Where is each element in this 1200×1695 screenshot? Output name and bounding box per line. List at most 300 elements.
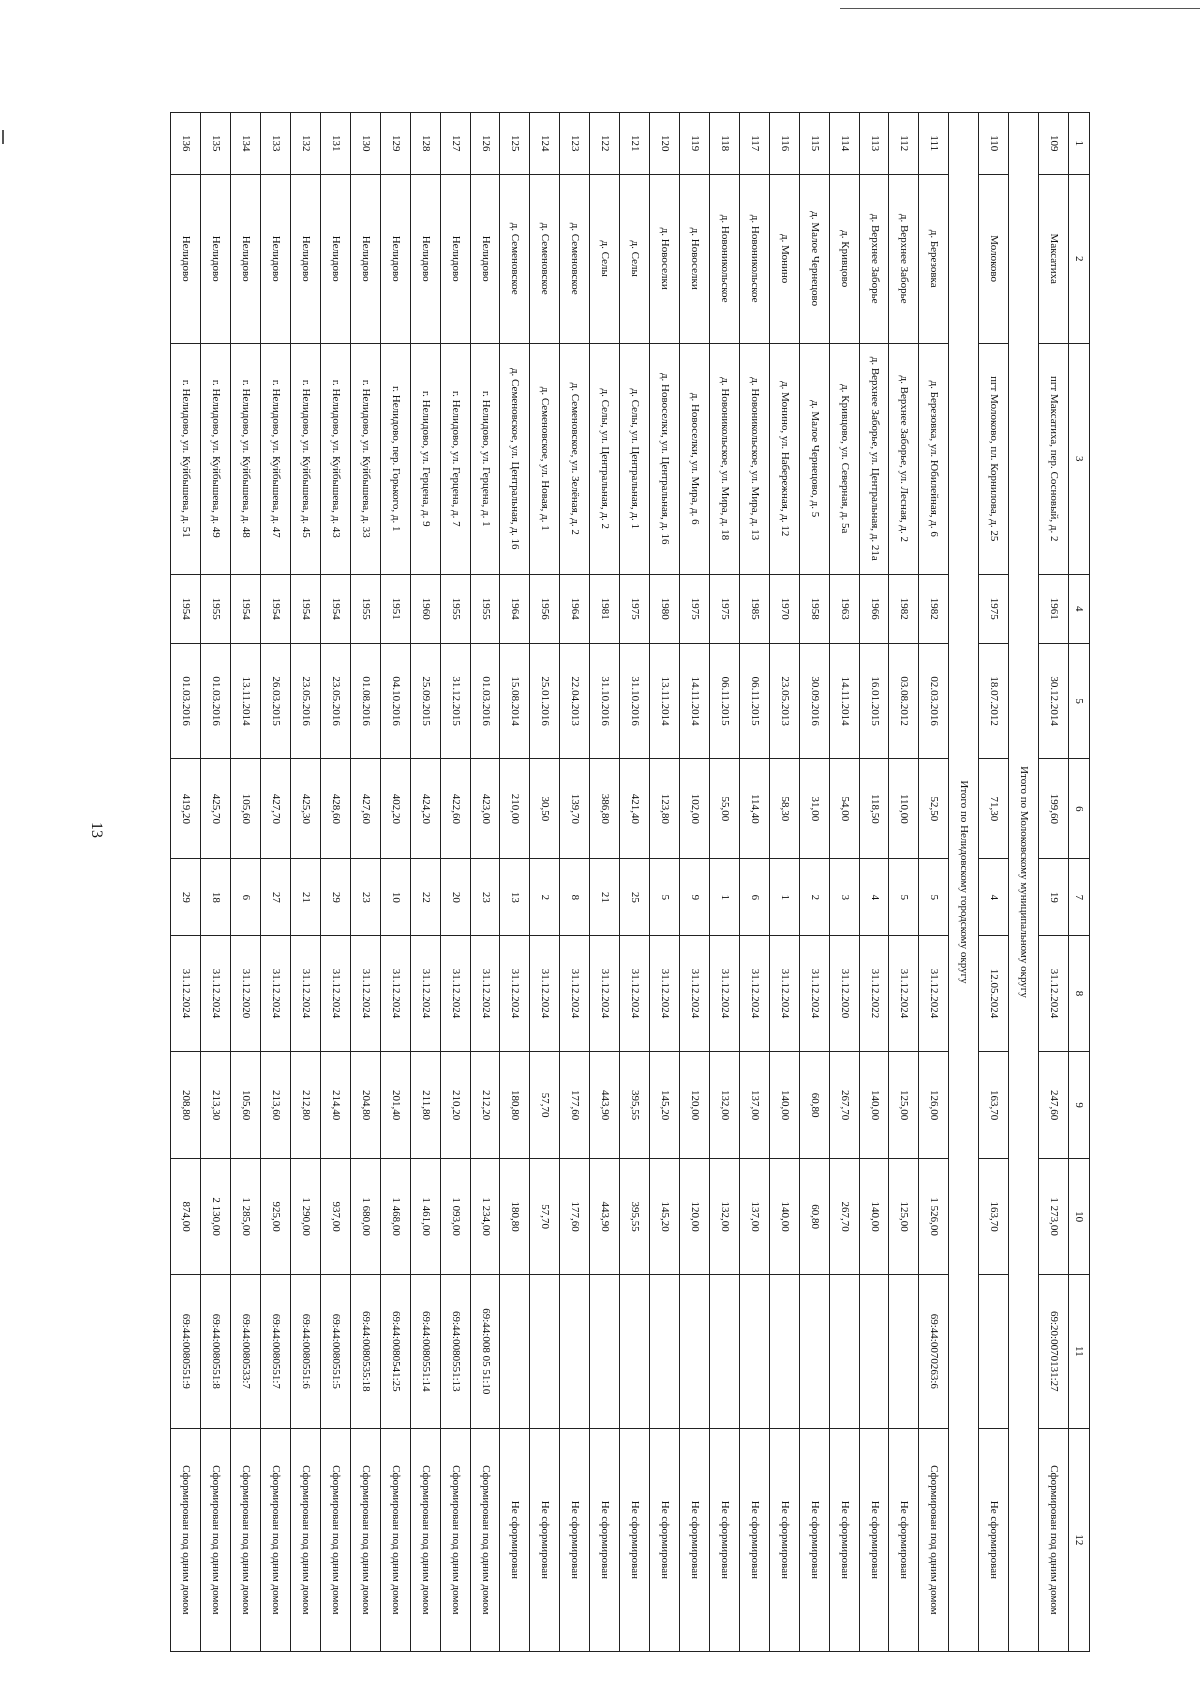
table-cell: 52,50	[919, 759, 949, 859]
table-cell: 57,70	[530, 1159, 560, 1274]
table-cell: 31.12.2024	[261, 936, 291, 1051]
table-cell: Сформирован под одним домом	[1039, 1428, 1069, 1651]
table-cell: 30.09.2016	[799, 643, 829, 758]
table-cell: 31.12.2024	[380, 936, 410, 1051]
table-cell: Нелидово	[320, 174, 350, 343]
table-cell: 423,00	[470, 759, 500, 859]
table-cell: Не сформирован	[620, 1428, 650, 1651]
table-cell	[979, 1274, 1009, 1428]
table-cell: 31.12.2024	[889, 936, 919, 1051]
table-cell: 13.11.2014	[231, 643, 261, 758]
scan-edge-top	[840, 8, 1200, 9]
table-cell: Не сформирован	[739, 1428, 769, 1651]
table-cell: д. Семеновское	[500, 174, 530, 343]
table-cell: 1955	[440, 574, 470, 643]
table-cell: 163,70	[979, 1051, 1009, 1159]
table-cell: 15.08.2014	[500, 643, 530, 758]
table-cell: 427,70	[261, 759, 291, 859]
table-cell: 114	[829, 113, 859, 175]
table-cell: д. Новоселки, ул. Центральная, д. 16	[650, 343, 680, 574]
rotated-table-wrapper	[170, 112, 1090, 1652]
table-cell: 1 468,00	[380, 1159, 410, 1274]
table-cell: Сформирован под одним домом	[350, 1428, 380, 1651]
table-cell: 212,20	[470, 1051, 500, 1159]
table-cell: 211,80	[410, 1051, 440, 1159]
table-cell: 06.11.2015	[739, 643, 769, 758]
table-cell: 6	[231, 859, 261, 936]
table-cell: г. Нелидово, ул. Куйбышева, д. 47	[261, 343, 291, 574]
table-row	[560, 113, 590, 1652]
table-cell: 06.11.2015	[709, 643, 739, 758]
table-cell: 131	[320, 113, 350, 175]
table-cell: Не сформирован	[769, 1428, 799, 1651]
table-cell: 132,00	[709, 1159, 739, 1274]
table-row	[1039, 113, 1069, 1652]
table-cell: Сформирован под одним домом	[470, 1428, 500, 1651]
table-row	[380, 113, 410, 1652]
table-cell: 31.12.2024	[590, 936, 620, 1051]
table-cell: Сформирован под одним домом	[440, 1428, 470, 1651]
table-cell	[859, 1274, 889, 1428]
table-cell: 208,80	[171, 1051, 201, 1159]
table-cell: 1954	[320, 574, 350, 643]
table-cell: 127	[440, 113, 470, 175]
table-cell: Не сформирован	[530, 1428, 560, 1651]
table-cell: г. Нелидово, ул. Куйбышева, д. 43	[320, 343, 350, 574]
table-cell: 1954	[291, 574, 321, 643]
table-cell: 69:44:0080541:25	[380, 1274, 410, 1428]
table-cell: 111	[919, 113, 949, 175]
table-cell: д. Селы	[620, 174, 650, 343]
table-cell: 115	[799, 113, 829, 175]
column-header: 3	[1069, 343, 1090, 574]
table-cell: д. Селы	[590, 174, 620, 343]
table-cell: 199,60	[1039, 759, 1069, 859]
table-cell: 31.12.2024	[350, 936, 380, 1051]
table-cell: 133	[261, 113, 291, 175]
table-row	[291, 113, 321, 1652]
table-cell: 395,55	[620, 1051, 650, 1159]
table-cell: 30,50	[530, 759, 560, 859]
table-cell: Сформирован под одним домом	[919, 1428, 949, 1651]
table-cell: д. Березовка	[919, 174, 949, 343]
table-cell: 112	[889, 113, 919, 175]
table-cell: д. Кривцово	[829, 174, 859, 343]
summary-row	[1009, 113, 1039, 1652]
page-number: 13	[88, 822, 105, 838]
table-cell: д. Семеновское, ул. Зелёная, д. 2	[560, 343, 590, 574]
table-cell: 18.07.2012	[979, 643, 1009, 758]
table-cell	[560, 1274, 590, 1428]
table-cell: 21	[291, 859, 321, 936]
table-cell: д. Верхнее Заборье	[889, 174, 919, 343]
table-row	[739, 113, 769, 1652]
table-row	[769, 113, 799, 1652]
summary-row	[949, 113, 979, 1652]
table-cell: 1982	[919, 574, 949, 643]
table-row	[500, 113, 530, 1652]
table-cell: 140,00	[769, 1159, 799, 1274]
table-cell: 210,00	[500, 759, 530, 859]
table-cell: 69:44:0080551:5	[320, 1274, 350, 1428]
table-cell: 1951	[380, 574, 410, 643]
table-cell: 01.03.2016	[201, 643, 231, 758]
table-cell: 22	[410, 859, 440, 936]
table-cell: 443,90	[590, 1051, 620, 1159]
table-cell: 1958	[799, 574, 829, 643]
table-cell: Не сформирован	[680, 1428, 710, 1651]
table-cell: 1964	[500, 574, 530, 643]
table-cell: г. Нелидово, ул. Куйбышева, д. 49	[201, 343, 231, 574]
table-cell: 425,70	[201, 759, 231, 859]
table-cell: д. Новоселки, ул. Мира, д. 6	[680, 343, 710, 574]
table-cell	[889, 1274, 919, 1428]
table-cell: 31.12.2024	[320, 936, 350, 1051]
table-cell: 140,00	[859, 1051, 889, 1159]
table-cell: 31.10.2016	[590, 643, 620, 758]
table-cell: 31.12.2024	[1039, 936, 1069, 1051]
table-cell	[739, 1274, 769, 1428]
table-cell: 118,50	[859, 759, 889, 859]
table-cell: 69:44:0080533:7	[231, 1274, 261, 1428]
table-cell: д. Семеновское, ул. Центральная, д. 16	[500, 343, 530, 574]
table-cell: г. Нелидово, ул. Герцена, д. 7	[440, 343, 470, 574]
table-row	[171, 113, 201, 1652]
table-cell: Сформирован под одним домом	[231, 1428, 261, 1651]
table-cell: Сформирован под одним домом	[320, 1428, 350, 1651]
table-cell: 14.11.2014	[829, 643, 859, 758]
table-cell: д. Монино, ул. Набережная, д. 12	[769, 343, 799, 574]
table-cell: 267,70	[829, 1051, 859, 1159]
table-row	[350, 113, 380, 1652]
table-cell: 128	[410, 113, 440, 175]
table-cell: 118	[709, 113, 739, 175]
table-header-row	[1069, 113, 1090, 1652]
table-cell: 10	[380, 859, 410, 936]
table-cell: 1966	[859, 574, 889, 643]
table-cell: 119	[680, 113, 710, 175]
column-header: 7	[1069, 859, 1090, 936]
table-cell: 31.12.2020	[829, 936, 859, 1051]
column-header: 11	[1069, 1274, 1090, 1428]
table-cell: д. Верхнее Заборье	[859, 174, 889, 343]
table-cell: 419,20	[171, 759, 201, 859]
table-cell: 31.12.2024	[410, 936, 440, 1051]
table-cell: Нелидово	[171, 174, 201, 343]
table-row	[799, 113, 829, 1652]
table-cell: Нелидово	[470, 174, 500, 343]
table-cell: 69:44:0080551:8	[201, 1274, 231, 1428]
table-cell: 177,60	[560, 1159, 590, 1274]
table-cell: 5	[919, 859, 949, 936]
table-cell: Не сформирован	[799, 1428, 829, 1651]
table-row	[620, 113, 650, 1652]
table-cell: г. Нелидово, ул. Герцена, д. 9	[410, 343, 440, 574]
table-cell: 214,40	[320, 1051, 350, 1159]
table-cell: 31.12.2024	[919, 936, 949, 1051]
table-cell: 54,00	[829, 759, 859, 859]
table-cell: 139,70	[560, 759, 590, 859]
table-cell: Нелидово	[350, 174, 380, 343]
table-cell: 4	[859, 859, 889, 936]
table-cell: д. Кривцово, ул. Северная, д. 5а	[829, 343, 859, 574]
table-cell: 20	[440, 859, 470, 936]
table-cell: 58,30	[769, 759, 799, 859]
table-cell: 247,60	[1039, 1051, 1069, 1159]
table-cell: 57,70	[530, 1051, 560, 1159]
table-cell: 135	[201, 113, 231, 175]
table-cell: г. Нелидово, ул. Куйбышева, д. 45	[291, 343, 321, 574]
table-cell: 14.11.2014	[680, 643, 710, 758]
table-cell: 69:44:0080551:6	[291, 1274, 321, 1428]
table-cell: 3	[829, 859, 859, 936]
table-cell: 4	[979, 859, 1009, 936]
table-cell: 428,60	[320, 759, 350, 859]
table-cell: 55,00	[709, 759, 739, 859]
table-cell: Не сформирован	[829, 1428, 859, 1651]
table-cell: 180,80	[500, 1159, 530, 1274]
table-cell: 395,55	[620, 1159, 650, 1274]
table-row	[979, 113, 1009, 1652]
table-cell: г. Нелидово, ул. Куйбышева, д. 48	[231, 343, 261, 574]
table-cell: 31.12.2024	[739, 936, 769, 1051]
table-cell: д. Селы, ул. Центральная, д. 1	[620, 343, 650, 574]
table-cell: 1 526,00	[919, 1159, 949, 1274]
table-cell: 1975	[709, 574, 739, 643]
table-cell: 129	[380, 113, 410, 175]
table-cell: г. Нелидово, ул. Куйбышева, д. 51	[171, 343, 201, 574]
table-cell: 31.12.2024	[440, 936, 470, 1051]
table-cell: пгт Максатиха, пер. Сосновый, д. 2	[1039, 343, 1069, 574]
table-cell: 1982	[889, 574, 919, 643]
table-cell: 5	[650, 859, 680, 936]
table-cell: 137,00	[739, 1159, 769, 1274]
table-cell: Не сформирован	[590, 1428, 620, 1651]
table-cell: 1960	[410, 574, 440, 643]
table-cell	[680, 1274, 710, 1428]
table-cell: Максатиха	[1039, 174, 1069, 343]
table-row	[320, 113, 350, 1652]
table-cell: 120	[650, 113, 680, 175]
table-cell: 124	[530, 113, 560, 175]
summary-label: Итого по Нелидовскому городскому округу	[949, 113, 979, 1652]
table-cell: 1954	[231, 574, 261, 643]
table-cell	[829, 1274, 859, 1428]
table-cell: 26.03.2015	[261, 643, 291, 758]
table-cell	[500, 1274, 530, 1428]
table-cell: 6	[739, 859, 769, 936]
table-cell: 27	[261, 859, 291, 936]
table-cell: 22.04.2013	[560, 643, 590, 758]
table-cell	[799, 1274, 829, 1428]
table-cell	[650, 1274, 680, 1428]
table-cell: 204,80	[350, 1051, 380, 1159]
table-cell: 1985	[739, 574, 769, 643]
table-cell: 1955	[350, 574, 380, 643]
table-cell: 31.12.2015	[440, 643, 470, 758]
table-cell: д. Березовка, ул. Юбилейная, д. 6	[919, 343, 949, 574]
table-cell: 177,60	[560, 1051, 590, 1159]
table-cell: д. Новоселки	[680, 174, 710, 343]
table-cell: 212,80	[291, 1051, 321, 1159]
table-cell: 443,90	[590, 1159, 620, 1274]
table-cell: Сформирован под одним домом	[380, 1428, 410, 1651]
table-cell: Не сформирован	[979, 1428, 1009, 1651]
table-cell: Молоково	[979, 174, 1009, 343]
table-cell: 140,00	[769, 1051, 799, 1159]
table-cell: 120,00	[680, 1159, 710, 1274]
table-cell: 1955	[470, 574, 500, 643]
table-row	[650, 113, 680, 1652]
table-cell: 31.10.2016	[620, 643, 650, 758]
table-cell: 69:44:0080551:7	[261, 1274, 291, 1428]
table-row	[530, 113, 560, 1652]
table-cell: 213,60	[261, 1051, 291, 1159]
table-cell: 29	[171, 859, 201, 936]
table-cell: 16.01.2015	[859, 643, 889, 758]
table-cell: 01.08.2016	[350, 643, 380, 758]
table-cell: 874,00	[171, 1159, 201, 1274]
table-row	[919, 113, 949, 1652]
table-row	[231, 113, 261, 1652]
table-cell: 30.12.2014	[1039, 643, 1069, 758]
table-cell: 9	[680, 859, 710, 936]
table-cell: 23.05.2013	[769, 643, 799, 758]
table-cell: 25	[620, 859, 650, 936]
table-cell: г. Нелидово, ул. Герцена, д. 1	[470, 343, 500, 574]
table-cell: Сформирован под одним домом	[201, 1428, 231, 1651]
table-cell: д. Новоникольское	[709, 174, 739, 343]
table-cell: 69:44:0080551:13	[440, 1274, 470, 1428]
table-cell: 1961	[1039, 574, 1069, 643]
table-cell: 1 285,00	[231, 1159, 261, 1274]
table-cell: 69:44:0080535:18	[350, 1274, 380, 1428]
table-cell: 109	[1039, 113, 1069, 175]
table-cell: 69:44:008 05 51:10	[470, 1274, 500, 1428]
table-cell: Нелидово	[261, 174, 291, 343]
table-cell: 31.12.2024	[470, 936, 500, 1051]
table-cell: 1964	[560, 574, 590, 643]
table-cell: 8	[560, 859, 590, 936]
table-cell: Нелидово	[201, 174, 231, 343]
table-cell: д. Новоселки	[650, 174, 680, 343]
column-header: 12	[1069, 1428, 1090, 1651]
table-cell: Нелидово	[380, 174, 410, 343]
table-cell: 132,00	[709, 1051, 739, 1159]
table-cell: 137,00	[739, 1051, 769, 1159]
table-cell: г. Нелидово, ул. Куйбышева, д. 33	[350, 343, 380, 574]
table-cell: 60,80	[799, 1051, 829, 1159]
table-cell: 427,60	[350, 759, 380, 859]
table-cell: 1	[769, 859, 799, 936]
table-cell: 1955	[201, 574, 231, 643]
table-cell: Сформирован под одним домом	[171, 1428, 201, 1651]
table-cell: 102,00	[680, 759, 710, 859]
table-cell: 1981	[590, 574, 620, 643]
table-cell: 386,80	[590, 759, 620, 859]
table-cell: 31.12.2024	[769, 936, 799, 1051]
table-cell: 126,00	[919, 1051, 949, 1159]
table-cell: 1 234,00	[470, 1159, 500, 1274]
table-cell: 120,00	[680, 1051, 710, 1159]
table-cell: д. Малое Чернецово, д. 5	[799, 343, 829, 574]
table-cell: Сформирован под одним домом	[291, 1428, 321, 1651]
table-cell: 925,00	[261, 1159, 291, 1274]
table-cell: 18	[201, 859, 231, 936]
table-cell: пгт Молоково, пл. Корнилова, д. 25	[979, 343, 1009, 574]
table-cell: Не сформирован	[500, 1428, 530, 1651]
table-row	[680, 113, 710, 1652]
table-cell: 1 093,00	[440, 1159, 470, 1274]
table-cell: 2	[799, 859, 829, 936]
table-cell: 31.12.2024	[650, 936, 680, 1051]
table-cell: 114,40	[739, 759, 769, 859]
table-cell: 424,20	[410, 759, 440, 859]
table-cell: 31.12.2024	[530, 936, 560, 1051]
column-header: 10	[1069, 1159, 1090, 1274]
table-cell: 69:44:0070263:6	[919, 1274, 949, 1428]
table-cell: 1975	[620, 574, 650, 643]
table-cell: 13	[500, 859, 530, 936]
table-cell: Не сформирован	[709, 1428, 739, 1651]
table-cell	[769, 1274, 799, 1428]
table-cell: д. Новоникольское, ул. Мира, д. 18	[709, 343, 739, 574]
table-cell: 134	[231, 113, 261, 175]
table-cell: 02.03.2016	[919, 643, 949, 758]
table-cell: 123	[560, 113, 590, 175]
table-cell: 23.05.2016	[320, 643, 350, 758]
table-cell: 132	[291, 113, 321, 175]
table-cell: 2	[530, 859, 560, 936]
column-header: 4	[1069, 574, 1090, 643]
table-cell: г. Нелидово, пер. Горького, д. 1	[380, 343, 410, 574]
table-cell: 122	[590, 113, 620, 175]
column-header: 6	[1069, 759, 1090, 859]
table-cell: 31.12.2024	[799, 936, 829, 1051]
table-cell: 121	[620, 113, 650, 175]
table-row	[470, 113, 500, 1652]
table-row	[440, 113, 470, 1652]
table-cell: 140,00	[859, 1159, 889, 1274]
table-cell: 21	[590, 859, 620, 936]
table-row	[261, 113, 291, 1652]
table-cell: 03.08.2012	[889, 643, 919, 758]
table-cell: 1963	[829, 574, 859, 643]
table-cell	[590, 1274, 620, 1428]
table-cell: 117	[739, 113, 769, 175]
table-cell: 110,00	[889, 759, 919, 859]
table-cell: 31.12.2024	[560, 936, 590, 1051]
column-header: 2	[1069, 174, 1090, 343]
table-cell: Не сформирован	[560, 1428, 590, 1651]
table-cell: Нелидово	[231, 174, 261, 343]
table-cell: 69:20:0070131:27	[1039, 1274, 1069, 1428]
table-cell: 123,80	[650, 759, 680, 859]
table-row	[889, 113, 919, 1652]
column-header: 9	[1069, 1051, 1090, 1159]
table-cell: 145,20	[650, 1159, 680, 1274]
table-cell: 210,20	[440, 1051, 470, 1159]
table-cell: 69:44:0080551:14	[410, 1274, 440, 1428]
table-cell: 1 461,00	[410, 1159, 440, 1274]
table-cell: 267,70	[829, 1159, 859, 1274]
table-cell: 19	[1039, 859, 1069, 936]
table-cell: 5	[889, 859, 919, 936]
table-cell: 1954	[261, 574, 291, 643]
table-cell: 31.12.2020	[231, 936, 261, 1051]
table-cell: 110	[979, 113, 1009, 175]
table-cell	[530, 1274, 560, 1428]
